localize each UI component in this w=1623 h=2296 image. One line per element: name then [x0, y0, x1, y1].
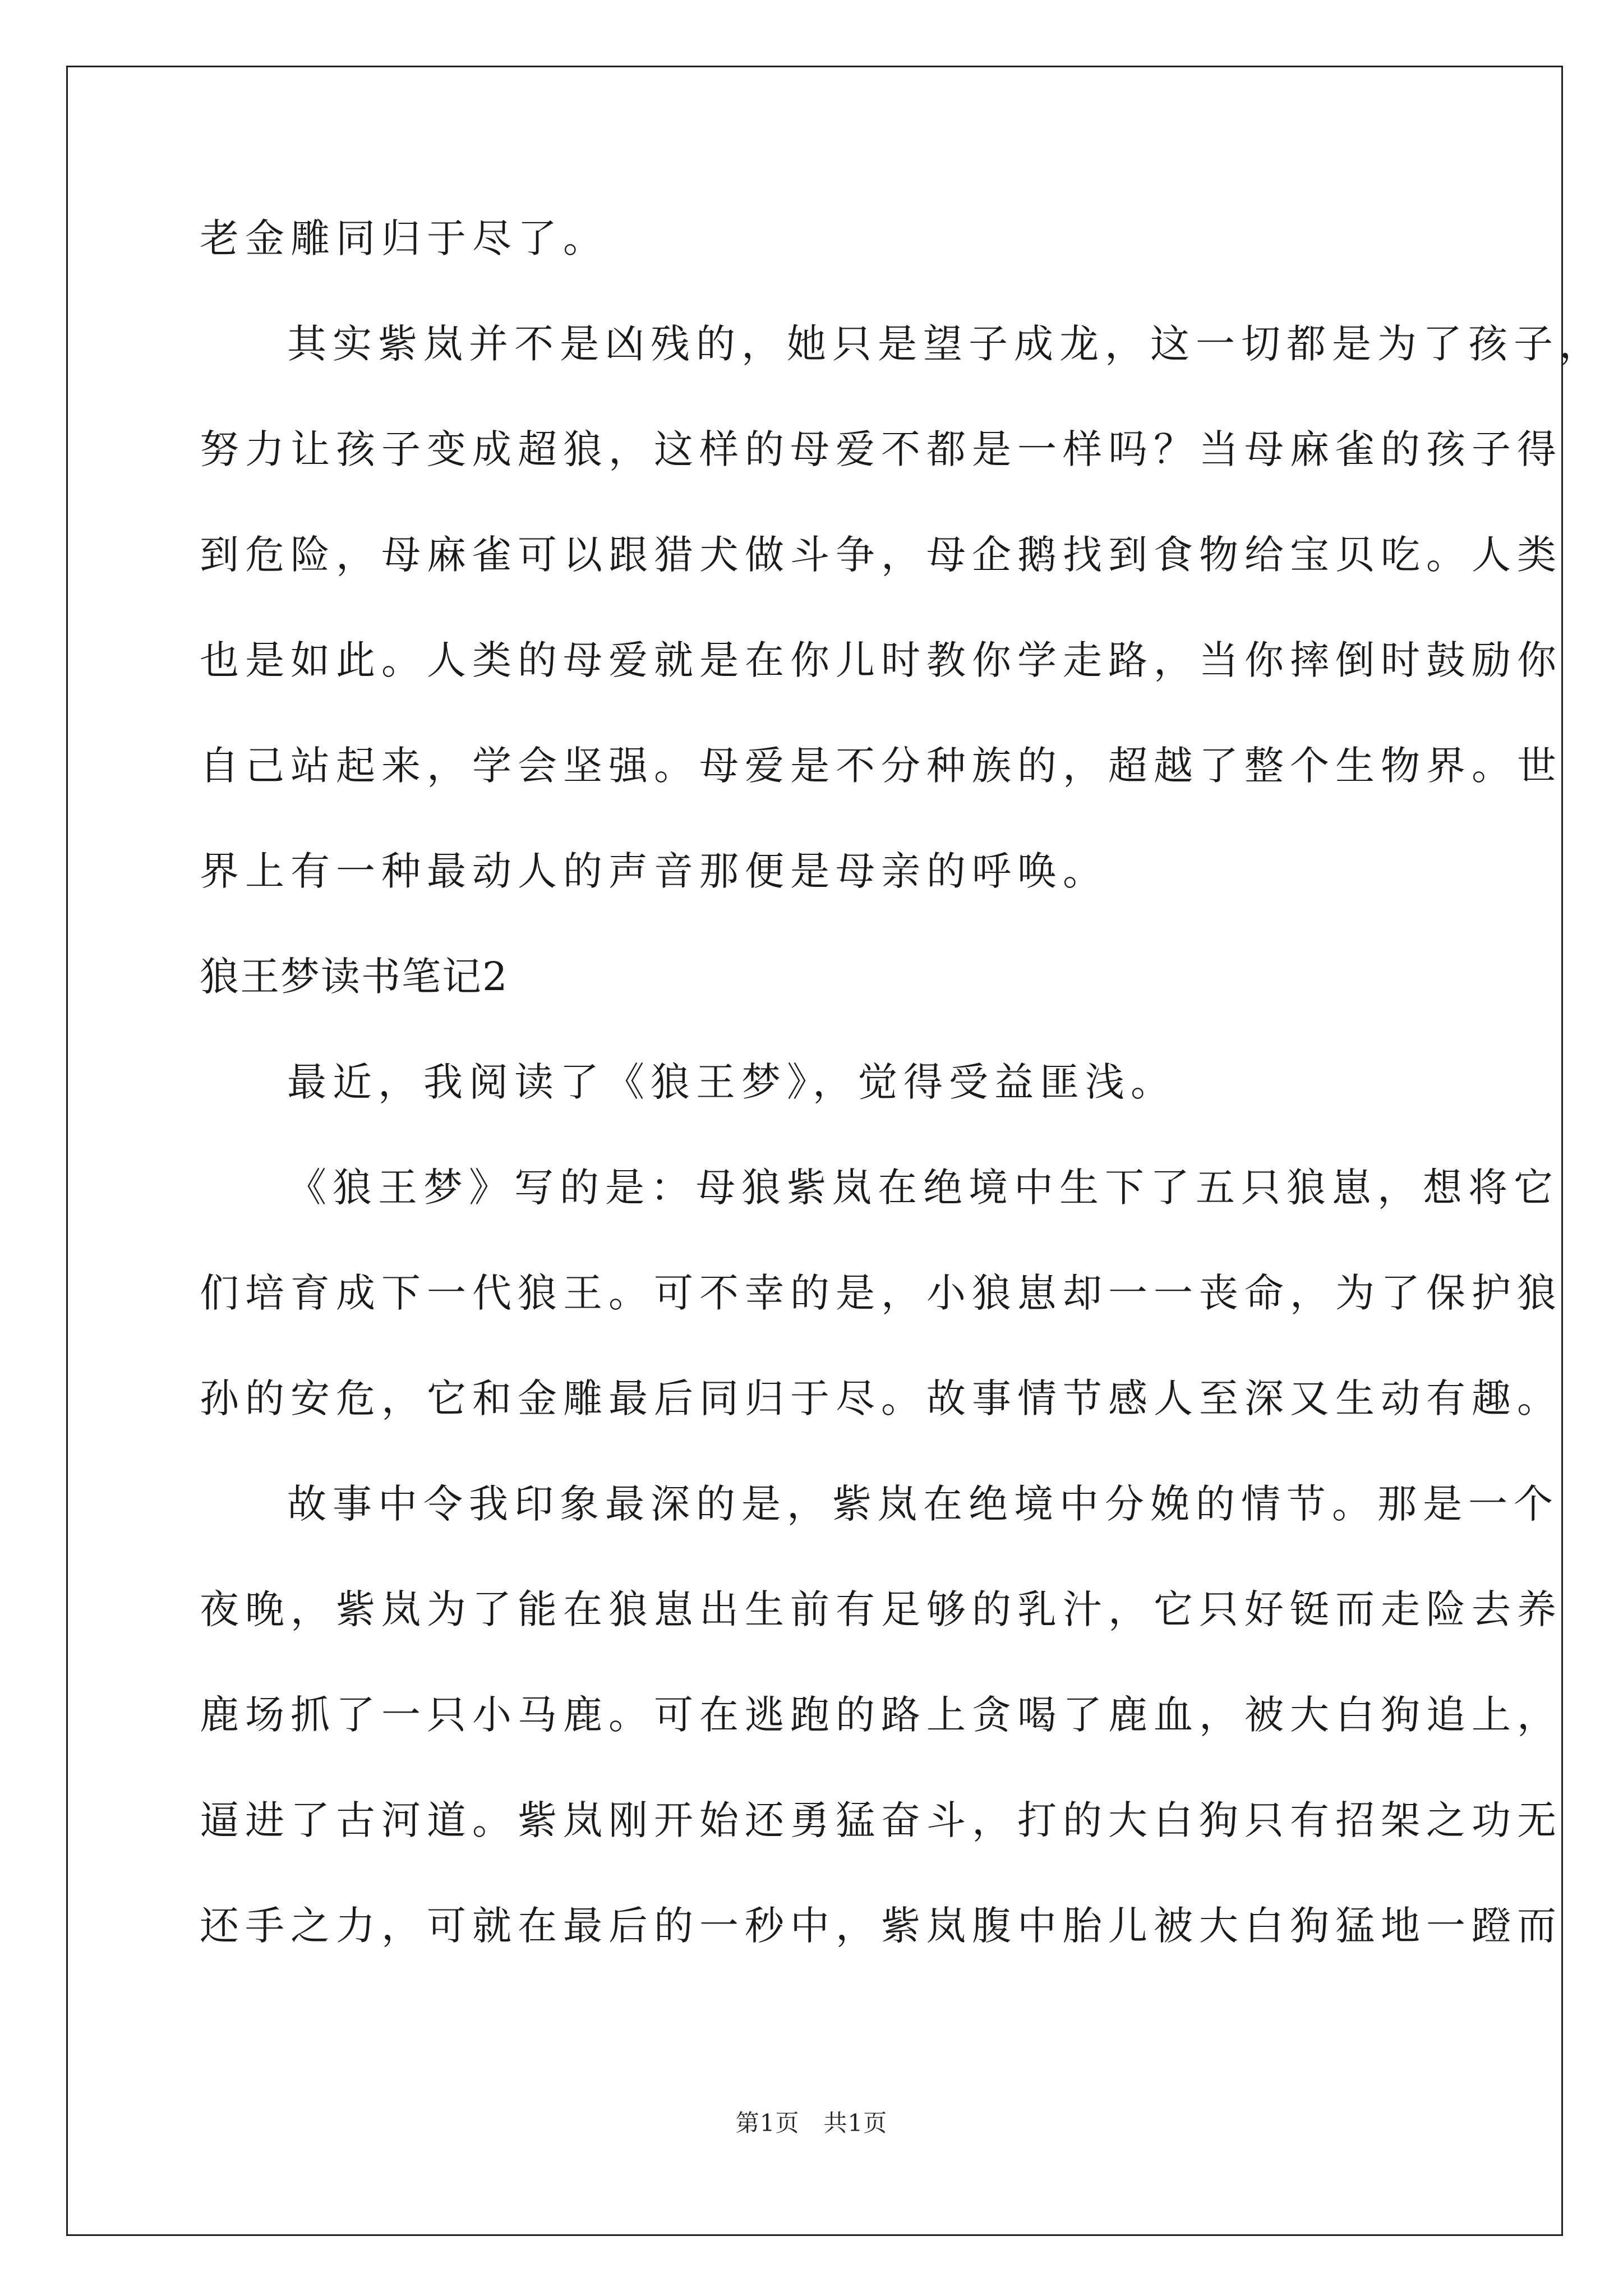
- document-body: [200, 208, 1604, 2000]
- text-line-1: 老金雕同归于尽了。: [200, 215, 608, 261]
- text-line-13: 故事中令我印象最深的是，紫岚在绝境中分娩的情节。那是一个: [287, 1481, 1559, 1527]
- text-line-15: 鹿场抓了一只小马鹿。可在逃跑的路上贪喝了鹿血，被大白狗追上，: [200, 1692, 1562, 1738]
- text-line-3: 努力让孩子变成超狼，这样的母爱不都是一样吗？当母麻雀的孩子得: [200, 426, 1562, 472]
- text-line-5: 也是如此。人类的母爱就是在你儿时教你学走路，当你摔倒时鼓励你: [200, 637, 1562, 683]
- text-line-4: 到危险，母麻雀可以跟猎犬做斗争，母企鹅找到食物给宝贝吃。人类: [200, 532, 1562, 578]
- text-line-14: 夜晚，紫岚为了能在狼崽出生前有足够的乳汁，它只好铤而走险去养: [200, 1586, 1562, 1632]
- text-line-11: 们培育成下一代狼王。可不幸的是，小狼崽却一一丧命，为了保护狼: [200, 1270, 1562, 1316]
- text-line-2: 其实紫岚并不是凶残的，她只是望子成龙，这一切都是为了孩子，: [287, 321, 1604, 367]
- section-heading: 狼王梦读书笔记2: [200, 954, 509, 1000]
- page-number-footer: 第1页 共1页: [735, 2109, 888, 2137]
- text-line-7: 界上有一种最动人的声音那便是母亲的呼唤。: [200, 848, 1108, 894]
- text-line-6: 自己站起来，学会坚强。母爱是不分种族的，超越了整个生物界。世: [200, 743, 1562, 789]
- text-line-17: 还手之力，可就在最后的一秒中，紫岚腹中胎儿被大白狗猛地一蹬而: [200, 1903, 1562, 1949]
- text-line-12: 孙的安危，它和金雕最后同归于尽。故事情节感人至深又生动有趣。: [200, 1375, 1562, 1421]
- text-line-9: 最近，我阅读了《狼王梦》，觉得受益匪浅。: [287, 1059, 1176, 1105]
- text-line-16: 逼进了古河道。紫岚刚开始还勇猛奋斗，打的大白狗只有招架之功无: [200, 1797, 1562, 1843]
- text-line-10: 《狼王梦》写的是：母狼紫岚在绝境中生下了五只狼崽，想将它: [287, 1165, 1559, 1211]
